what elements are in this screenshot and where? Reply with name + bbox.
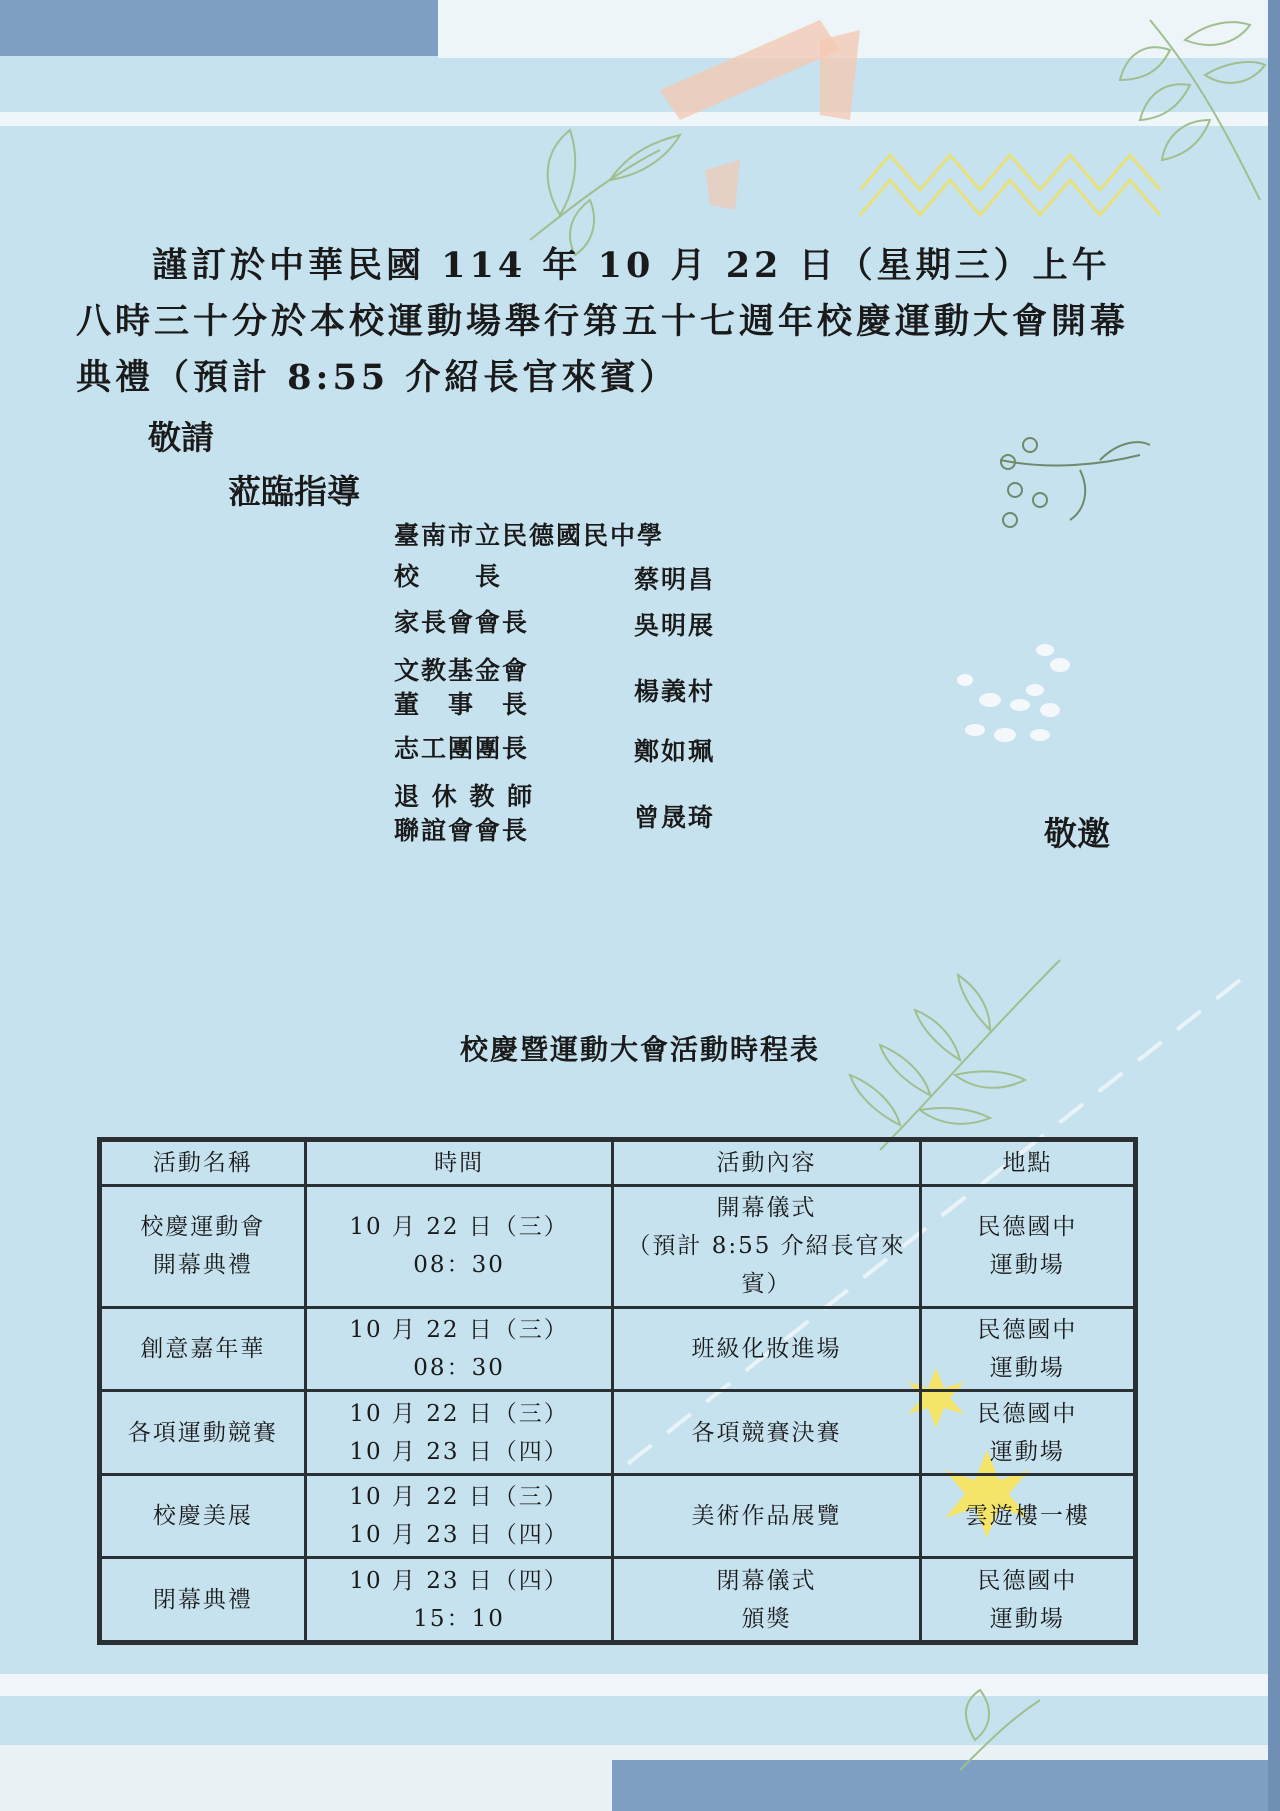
signatory-name: 蔡明昌	[634, 565, 716, 594]
dot-cluster-icon	[957, 644, 1070, 742]
signatory-title: 家長會會長	[394, 608, 530, 637]
signatory-name: 楊義村	[634, 677, 716, 706]
table-row	[100, 1391, 1136, 1475]
place-cell: 民德國中 運動場	[920, 1558, 1135, 1643]
place-cell: 民德國中 運動場	[920, 1307, 1135, 1391]
brush-stroke-icon	[705, 160, 740, 210]
time-cell: 10 月 23 日（四） 15：10	[305, 1558, 613, 1643]
table-row	[100, 1307, 1136, 1391]
activity-name-cell: 創意嘉年華	[100, 1307, 306, 1391]
content-cell: 閉幕儀式 頒獎	[613, 1558, 920, 1643]
content-cell: 班級化妝進場	[613, 1307, 920, 1391]
header-cell: 活動內容	[613, 1140, 920, 1186]
school-name: 臺南市立民德國民中學	[394, 521, 665, 550]
place-cell: 雲遊樓一樓	[920, 1474, 1135, 1558]
schedule-table	[97, 1137, 1138, 1645]
header-cell: 時間	[305, 1140, 613, 1186]
activity-name-cell: 校慶運動會 開幕典禮	[100, 1186, 306, 1308]
leaf-sprig-icon	[530, 130, 680, 255]
table-row	[100, 1474, 1136, 1558]
time-cell: 10 月 22 日（三） 08：30	[305, 1186, 613, 1308]
bottom-leaf-icon	[960, 1690, 1040, 1770]
activity-name-cell: 校慶美展	[100, 1474, 306, 1558]
signatory-title: 退 休 教 師 聯誼會會長	[394, 782, 535, 845]
content-cell: 美術作品展覽	[613, 1474, 920, 1558]
signatory-name: 吳明展	[634, 611, 716, 640]
respect-text: 敬請	[148, 418, 214, 457]
leaf-branch-icon	[1120, 20, 1265, 200]
time-cell: 10 月 22 日（三） 08：30	[305, 1307, 613, 1391]
signatory-title: 志工團團長	[394, 734, 530, 763]
table-row	[100, 1186, 1136, 1308]
signatory-title: 校 長	[394, 562, 503, 591]
time-cell: 10 月 22 日（三） 10 月 23 日（四）	[305, 1391, 613, 1475]
flower-sprig-icon	[1000, 438, 1150, 527]
activity-name-cell: 各項運動競賽	[100, 1391, 306, 1475]
invitation-body: 謹訂於中華民國 114 年 10 月 22 日（星期三）上午八時三十分於本校運動場舉行第五十七週年校慶運動大會開幕典禮（預計 8:55 介紹長官來賓）	[76, 245, 1130, 398]
brush-stroke-icon	[660, 20, 840, 120]
brush-stroke-icon	[820, 30, 860, 120]
zigzag-icon	[860, 155, 1160, 190]
signatory-name: 鄭如珮	[634, 737, 716, 766]
activity-name-cell: 閉幕典禮	[100, 1558, 306, 1643]
header-cell: 活動名稱	[100, 1140, 306, 1186]
schedule-title: 校慶暨運動大會活動時程表	[459, 1033, 820, 1066]
zigzag-icon	[860, 180, 1160, 215]
closing-text: 敬邀	[1044, 814, 1110, 853]
table-row	[100, 1558, 1136, 1643]
content-cell: 開幕儀式 （預計 8:55 介紹長官來賓）	[613, 1186, 920, 1308]
header-cell: 地點	[920, 1140, 1135, 1186]
place-cell: 民德國中 運動場	[920, 1186, 1135, 1308]
guidance-text: 蒞臨指導	[228, 472, 360, 511]
signatory-title: 文教基金會 董 事 長	[394, 656, 530, 719]
time-cell: 10 月 22 日（三） 10 月 23 日（四）	[305, 1474, 613, 1558]
table-header-row	[100, 1140, 1136, 1186]
content-cell: 各項競賽決賽	[613, 1391, 920, 1475]
place-cell: 民德國中 運動場	[920, 1391, 1135, 1475]
signatory-name: 曾晟琦	[634, 803, 716, 832]
